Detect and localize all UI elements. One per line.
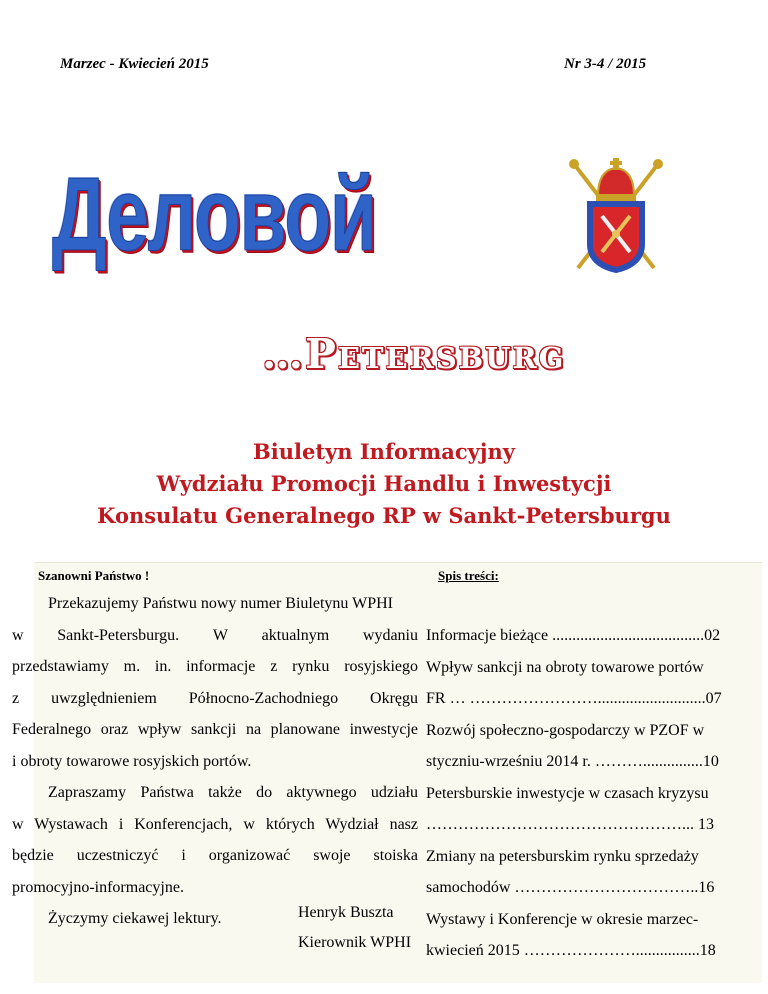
toc-line[interactable]: kwiecień 2015 …………………................18 <box>426 942 716 959</box>
toc-line[interactable]: …………………………………………... 13 <box>426 816 714 833</box>
word: i <box>181 847 186 864</box>
title-line-2: Wydziału Promocji Handlu i Inwestycji <box>156 471 612 496</box>
issue-date: Marzec - Kwiecień 2015 <box>60 56 209 72</box>
word: swoje <box>313 847 351 864</box>
word: uwzględnieniem <box>51 689 157 707</box>
toc-line[interactable]: styczniu-wrześniu 2014 r. ………...............10 <box>426 753 719 770</box>
signature-name: Henryk Buszta <box>298 904 394 921</box>
greeting: Szanowni Państwo ! <box>38 568 150 583</box>
letter-line: Przekazujemy Państwu nowy numer Biuletynu WPHI <box>48 595 393 612</box>
title-line-1: Biuletyn Informacyjny <box>253 439 515 464</box>
logo-text: Деловой <box>52 157 376 273</box>
toc-line[interactable]: Petersburskie inwestycje w czasach kryzysu <box>426 784 709 802</box>
issue-number: Nr 3-4 / 2015 <box>564 56 647 72</box>
word: aktualnym <box>261 626 330 644</box>
letter-line: promocyjno-informacyjne. <box>12 878 184 896</box>
toc-title: Spis treści: <box>438 568 499 583</box>
toc-line[interactable]: Wystawy i Konferencje w okresie marzec- <box>426 910 699 928</box>
letter-line-justified <box>12 840 418 872</box>
letter-line: w Wystawach i Konferencjach, w których Wydział nasz <box>12 815 418 833</box>
word: Sankt-Petersburgu. <box>57 626 180 644</box>
signature <box>298 898 411 958</box>
word: organizować <box>208 847 291 864</box>
toc-line[interactable]: FR … ……………………...........................07 <box>426 690 722 707</box>
delovoy-logo <box>52 150 392 285</box>
word: Północno-Zachodniego <box>188 689 339 707</box>
word: będzie <box>12 847 54 864</box>
title-line-3: Konsulatu Generalnego RP w Sankt-Petersburgu <box>97 503 671 528</box>
letter-line: przedstawiamy m. in. informacje z rynku rosyjskiego <box>12 658 418 675</box>
toc-line[interactable]: Informacje bieżące ......................................02 <box>426 627 721 644</box>
word: wydaniu <box>362 626 418 644</box>
toc-header <box>438 562 728 584</box>
toc-line[interactable]: Wpływ sankcji na obroty towarowe portów <box>426 658 704 676</box>
word: w <box>12 626 24 644</box>
letter-line-justified <box>12 620 418 652</box>
petersburg-word: Petersburg <box>305 330 566 378</box>
letter-line: Życzymy ciekawej lektury. <box>48 910 222 927</box>
greeting-header <box>34 562 426 584</box>
letter-line: i obroty towarowe rosyjskich portów. <box>12 752 252 770</box>
toc-line[interactable]: Rozwój społeczno-gospodarczy w PZOF w <box>426 721 705 739</box>
word: z <box>12 689 20 707</box>
letter-line: Zapraszamy Państwa także do aktywnego udziału <box>48 784 418 801</box>
word: stoiska <box>373 847 418 864</box>
word: Okręgu <box>370 689 418 707</box>
letter-line: Federalnego oraz wpływ sankcji na planowane inwestycje <box>12 721 418 738</box>
word: W <box>212 626 228 644</box>
letter-line-justified <box>12 683 418 715</box>
signature-role: Kierownik WPHI <box>298 934 412 951</box>
word: uczestniczyć <box>76 847 159 864</box>
toc-line[interactable]: samochodów ……………………………..16 <box>426 879 715 896</box>
letter-body <box>12 588 418 935</box>
toc-line[interactable]: Zmiany na petersburskim rynku sprzedaży <box>426 847 699 865</box>
bulletin-title <box>0 436 768 532</box>
petersburg-title <box>262 330 692 378</box>
st-petersburg-coat-of-arms-icon <box>566 156 666 276</box>
petersburg-dots: … <box>262 330 305 378</box>
table-of-contents <box>426 620 726 967</box>
